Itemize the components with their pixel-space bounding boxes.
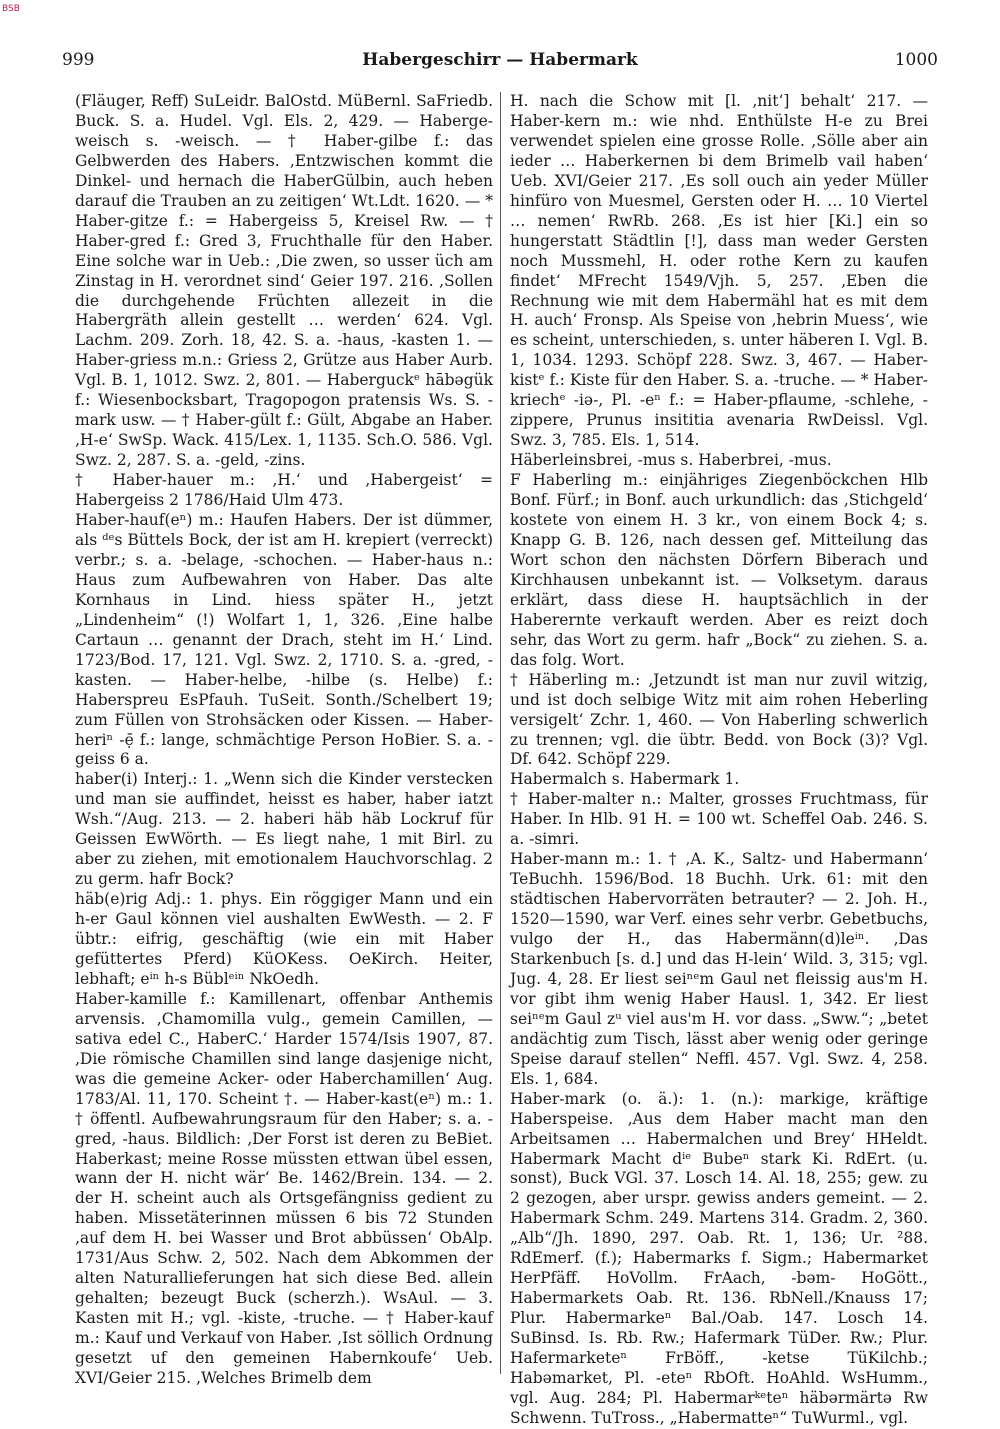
entry-haber-malter: † Haber-malter n.: Malter, grosses Fruchtmass, für Haber. In Hlb. 91 H. = 100 wt. Scheffel Oab. 246. S. a. -simri. bbox=[510, 790, 928, 849]
entry-haber-kamille: Haber-kamille f.: Kamillenart, offenbar Anthemis arvensis. ‚Chamomilla vulg., gemein Camillen, — sativa edel C., HaberC.‘ Harder 1574/Isis 1907, 87. ‚Die römische Chamillen sind lange dasjenige nicht, was die gemeine Acker- oder Haberchamillen‘ Aug. 1783/Al. 11, 170. Scheint †. — Haber-kast(eⁿ) m.: 1. † öffentl. Aufbewahrungsraum für den Haber; s. a. -gred, -haus. Bildlich: ‚Der Forst ist deren zu BeBiet. Haberkast; meine Rosse müssten ettwan übel essen, wann der H. nicht wär‘ Be. 1462/Brein. 134. — 2. der H. scheint auch als Ortsgefängniss gedient zu haben. Missetäterinnen müssen 6 bis 72 Stunden ‚auf dem H. bei Wasser und Brot abbüssen‘ ObAlp. 1731/Aus Schw. 2, 502. Nach dem Abkommen der alten Naturallieferungen hat sich diese Bed. allein gehalten; bezeugt Buck (scherzh.). WsAul. — 3. Kasten mit H.; vgl. -kiste, -truche. — † Haber-kauf m.: Kauf und Verkauf von Haber. ‚Ist söllich Ordnung gesetzt uf den gemeinen Habernkoufe‘ Ueb. XVI/Geier 215. ‚Welches Brimelb dem bbox=[75, 989, 493, 1387]
entry-haberi: haber(i) Interj.: 1. „Wenn sich die Kinder verstecken und man sie auffindet, heisst es haber, haber iatzt Wsh.“/Aug. 213. — 2. haberi häb häb Lockruf für Geissen EwWörth. — Es liegt nahe, 1 mit Birl. zu aber zu ziehen, mit emotionalem Hauchvorschlag. 2 zu germ. hafr Bock? bbox=[75, 770, 493, 889]
entry-haber-hauer: † Haber-hauer m.: ‚H.‘ und ‚Habergeist‘ = Habergeiss 2 1786/Haid Ulm 473. bbox=[75, 471, 493, 510]
library-stamp: BSB bbox=[2, 4, 20, 14]
running-title: Habergeschirr — Habermark bbox=[362, 50, 638, 70]
entry-haber-hauf: Haber-hauf(eⁿ) m.: Haufen Habers. Der ist dümmer, als ᵈᵉs Büttels Bock, der ist am H. krepiert (verreckt) verbr.; s. a. -belage, -schochen. — Haber-haus n.: Haus zum Aufbewahren von Haber. Das alte Kornhaus in Lind. hiess später H., jetzt „Lindenheim“ (!) Wolfart 1, 1, 326. ‚Eine halbe Cartaun … genannt der Drach, steht im H.‘ Lind. 1723/Bod. 17, 121. Vgl. Swz. 2, 1710. S. a. -gred, -kasten. — Haber-helbe, -hilbe (s. Helbe) f.: Haberspreu EsPfauh. TuSeit. Sonth./Schelbert 19; zum Füllen von Strohsäcken oder Kissen. — Haber-heriⁿ -ẹ̄ f.: lange, schmächtige Person HoBier. S. a. -geiss 6 a. bbox=[75, 511, 493, 769]
column-divider bbox=[500, 92, 501, 1374]
left-column bbox=[75, 92, 493, 1387]
entry-habermalch: Habermalch s. Habermark 1. bbox=[510, 770, 740, 789]
entry-haeberleinsbrei: Häberleinsbrei, -mus s. Haberbrei, -mus. bbox=[510, 451, 832, 470]
entry-haberling: F Haberling m.: einjähriges Ziegenböckchen Hlb Bonf. Fürf.; in Bonf. auch urkundlich: das ‚Stichgeld‘ kostete von einem H. 3 kr., von einem Bock 4; s. Knapp G. B. 126, nach dessen gef. Mitteilung das Wort schon den nächsten Dörfern Biberach und Kirchhausen unbekannt ist. — Volksetym. daraus erklärt, dass diese H. hauptsächlich in der Haberernte verkauft werden. Aber es reizt doch sehr, das Wort zu germ. hafr „Bock“ zu ziehen. S. a. das folg. Wort. bbox=[510, 471, 928, 669]
entry-haber-mann: Haber-mann m.: 1. † ‚A. K., Saltz- und Habermann‘ TeBuchh. 1596/Bod. 18 Buchh. Urk. 61: mit den städtischen Habervorräten betrauter? — 2. Joh. H., 1520—1590, war Verf. eines sehr verbr. Gebetbuchs, vulgo der H., das Habermänn(d)leⁱⁿ. ‚Das Starkenbuch [s. d.] und das H-lein‘ Wild. 3, 315; vgl. Jug. 4, 28. Er liest seiⁿᵉm Gaul net fleissig aus'm H. vor gibt ihm wenig Haber Hausl. 1, 342. Er liest seiⁿᵉm Gaul zᵘ viel aus'm H. vor dass. „Sww.“; „betet andächtig zum Tisch, lässt aber wenig oder geringe Speise darauf stellen“ Neffl. 457. Vgl. Swz. 4, 258. Els. 1, 684. bbox=[510, 850, 928, 1088]
entry-haber-mark: Haber-mark (o. ä.): 1. (n.): markige, kräftige Haberspeise. ‚Aus dem Haber macht man den Arbeitsamen … Habermalchen und Brey‘ HHeldt. Habermark Macht dⁱᵉ Bubeⁿ stark Ki. RdErt. (u. sonst), Buck VGl. 37. Losch 14. Al. 18, 255; gew. zu 2 gezogen, aber urspr. gewiss anders gemeint. — 2. Habermark Schm. 249. Martens 314. Gradm. 2, 360. „Alb“/Jh. 1890, 297. Oab. Rt. 1, 136; Ur. ²88. RdEmerf. (f.); Habermarks f. Sigm.; Habermarket HerPfäff. HoVollm. FrAach, -bəm- HoGött., Habermarkets Oab. Rt. 136. RbNell./Knauss 17; Plur. Habermarkeⁿ Bal./Oab. 147. Losch 14. SuBinsd. Is. Rb. Rw.; Hafermark TüDer. Rw.; Plur. Hafermarketeⁿ FrBöff., -ketse TüKilchb.; Habəmarket, Pl. -eteⁿ RbOft. HoAhld. WsHumm., vgl. Aug. 284; Pl. Habermarᵏᵉteⁿ häbərmärtə Rw Schwenn. TuTross., „Habermatteⁿ“ TuWurml., vgl. bbox=[510, 1089, 928, 1427]
entry-haeberig: häb(e)rig Adj.: 1. phys. Ein röggiger Mann und ein h-er Gaul können viel aushalten EwWesth. — 2. F übtr.: eifrig, geschäftig (wie ein mit Haber gefüttertes Pferd) KüOKess. OeKirch. Heiter, lebhaft; eⁱⁿ h-s Büblᵉⁱⁿ NkOedh. bbox=[75, 890, 493, 988]
right-column bbox=[510, 92, 928, 1427]
entry-haber-kern: H. nach die Schow mit [l. ‚nit‘] behalt‘ 217. — Haber-kern m.: wie nhd. Enthülste H-e zu Brei verwendet spielen eine grosse Rolle. ‚Sölle aber ain ieder … Haberkernen bi dem Brimelb vail haben‘ Ueb. XVI/Geier 217. ‚Es soll ouch ain yeder Müller hinfüro von Muesmel, Gersten oder H. … 10 Viertel … nemen‘ RwRb. 268. ‚Es ist hier [Ki.] ein so hungerstatt Städtlin [!], dass man weder Gersten noch Mussmehl, H. oder rothe Kern zu kaufen findet‘ MFrecht 1549/Vjh. 5, 257. ‚Eben die Rechnung wie mit dem Habermähl hat es mit dem H. auch‘ Fronsp. Als Speise von ‚hebrin Muess‘, wie es scheint, unterschieden, s. unter häberen I. Vgl. B. 1, 1034. 1293. Schöpf 228. Swz. 3, 467. — Haber-kistᵉ f.: Kiste für den Haber. S. a. -truche. — * Haber-kriechᵉ -iə-, Pl. -eⁿ f.: = Haber-pflaume, -schlehe, -zippere, Prunus insititia avenaria RwDeissl. Vgl. Swz. 3, 785. Els. 1, 514. bbox=[510, 92, 928, 450]
page-number-left: 999 bbox=[62, 50, 95, 70]
page-number-right: 1000 bbox=[894, 50, 938, 70]
entry-haeberling: † Häberling m.: ‚Jetzundt ist man nur zuvil witzig, und ist doch selbige Witz mit aim rohen Heberling versigelt‘ Zchr. 1, 460. — Von Haberling schwerlich zu trennen; vgl. die übtr. Bedd. von Bock (3)? Vgl. Df. 642. Schöpf 229. bbox=[510, 670, 928, 769]
entry-haber-gewisch: (Fläuger, Reff) SuLeidr. BalOstd. MüBernl. SaFriedb. Buck. S. a. Hudel. Vgl. Els. 2, 429. — Haberge-weisch s. -weisch. — † Haber-gilbe f.: das Gelbwerden des Habers. ‚Entzwischen kommt die Dinkel- und hernach die HaberGülbin, auch heben darauf die Trauben an zu zeitigen‘ Wt.Ldt. 1620. — * Haber-gitze f.: = Habergeiss 5, Kreisel Rw. — † Haber-gred f.: Gred 3, Fruchthalle für den Haber. Eine solche war in Ueb.: ‚Die zwen, so usser üch am Zinstag in H. verordnet sind‘ Geier 197. 216. ‚Sollen die durchgehende Früchten allezeit in die Habergräth allein gestellt … werden‘ 624. Vgl. Lachm. 209. Zorh. 18, 42. S. a. -haus, -kasten 1. — Haber-griess m.n.: Griess 2, Grütze aus Haber Aurb. Vgl. B. 1, 1012. Swz. 2, 801. — Haberguckᵉ hābəgük f.: Wiesenbocksbart, Tragopogon pratensis Ws. S. -mark usw. — † Haber-gült f.: Gült, Abgabe an Haber. ‚H-e‘ SwSp. Wack. 415/Lex. 1, 1135. Sch.O. 586. Vgl. Swz. 2, 287. S. a. -geld, -zins. bbox=[75, 92, 493, 470]
page-header bbox=[62, 50, 938, 74]
